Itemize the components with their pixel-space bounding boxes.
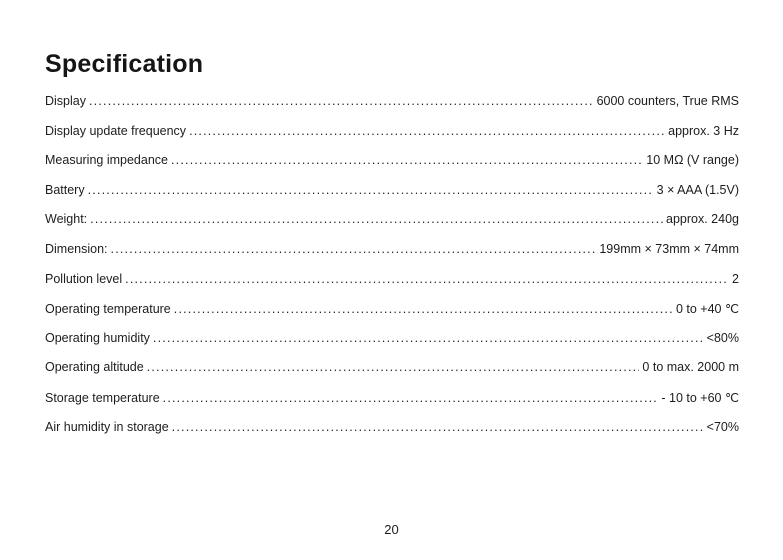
spec-label: Display update frequency bbox=[45, 123, 187, 138]
dot-leader bbox=[171, 153, 643, 167]
spec-label: Weight: bbox=[45, 212, 88, 227]
spec-row bbox=[45, 301, 739, 331]
spec-label: Operating altitude bbox=[45, 360, 144, 375]
dot-leader bbox=[172, 420, 704, 434]
spec-row bbox=[45, 183, 739, 213]
spec-row bbox=[45, 94, 739, 124]
spec-label: Battery bbox=[45, 182, 85, 197]
dot-leader bbox=[90, 212, 663, 226]
spec-row bbox=[45, 360, 739, 390]
dot-leader bbox=[111, 242, 597, 256]
page-content bbox=[45, 49, 739, 449]
spec-value: approx. 240g bbox=[666, 212, 739, 227]
spec-label: Measuring impedance bbox=[45, 153, 168, 168]
spec-list bbox=[45, 94, 739, 449]
spec-value: 0 to max. 2000 m bbox=[642, 360, 739, 375]
spec-value: 199mm × 73mm × 74mm bbox=[599, 241, 739, 256]
spec-value: 0 to +40 ℃ bbox=[675, 302, 739, 317]
spec-row bbox=[45, 242, 739, 272]
dot-leader bbox=[189, 124, 665, 138]
spec-value: 2 bbox=[732, 271, 739, 286]
spec-row bbox=[45, 272, 739, 302]
page-number: 20 bbox=[384, 522, 399, 537]
page-title: Specification bbox=[45, 50, 204, 78]
dot-leader bbox=[174, 302, 673, 316]
spec-label: Pollution level bbox=[45, 271, 123, 286]
spec-label: Storage temperature bbox=[45, 390, 160, 405]
spec-row bbox=[45, 331, 739, 361]
spec-row bbox=[45, 153, 739, 183]
spec-value: approx. 3 Hz bbox=[668, 123, 739, 138]
spec-label: Dimension: bbox=[45, 241, 108, 256]
dot-leader bbox=[163, 391, 659, 405]
dot-leader bbox=[89, 94, 594, 108]
spec-value: 3 × AAA (1.5V) bbox=[656, 182, 739, 197]
spec-value: 10 MΩ (V range) bbox=[646, 153, 739, 168]
dot-leader bbox=[153, 331, 704, 345]
spec-row bbox=[45, 212, 739, 242]
spec-value: 6000 counters, True RMS bbox=[596, 94, 739, 108]
spec-value: <80% bbox=[706, 330, 739, 345]
spec-label: Operating humidity bbox=[45, 330, 150, 345]
spec-label: Display bbox=[45, 94, 86, 108]
spec-label: Operating temperature bbox=[45, 302, 171, 317]
spec-row bbox=[45, 124, 739, 154]
spec-value: <70% bbox=[706, 419, 739, 434]
spec-value: - 10 to +60 ℃ bbox=[661, 390, 739, 405]
dot-leader bbox=[147, 360, 640, 374]
spec-label: Air humidity in storage bbox=[45, 419, 169, 434]
dot-leader bbox=[125, 272, 729, 286]
spec-row bbox=[45, 420, 739, 450]
spec-row bbox=[45, 390, 739, 420]
dot-leader bbox=[88, 183, 654, 197]
